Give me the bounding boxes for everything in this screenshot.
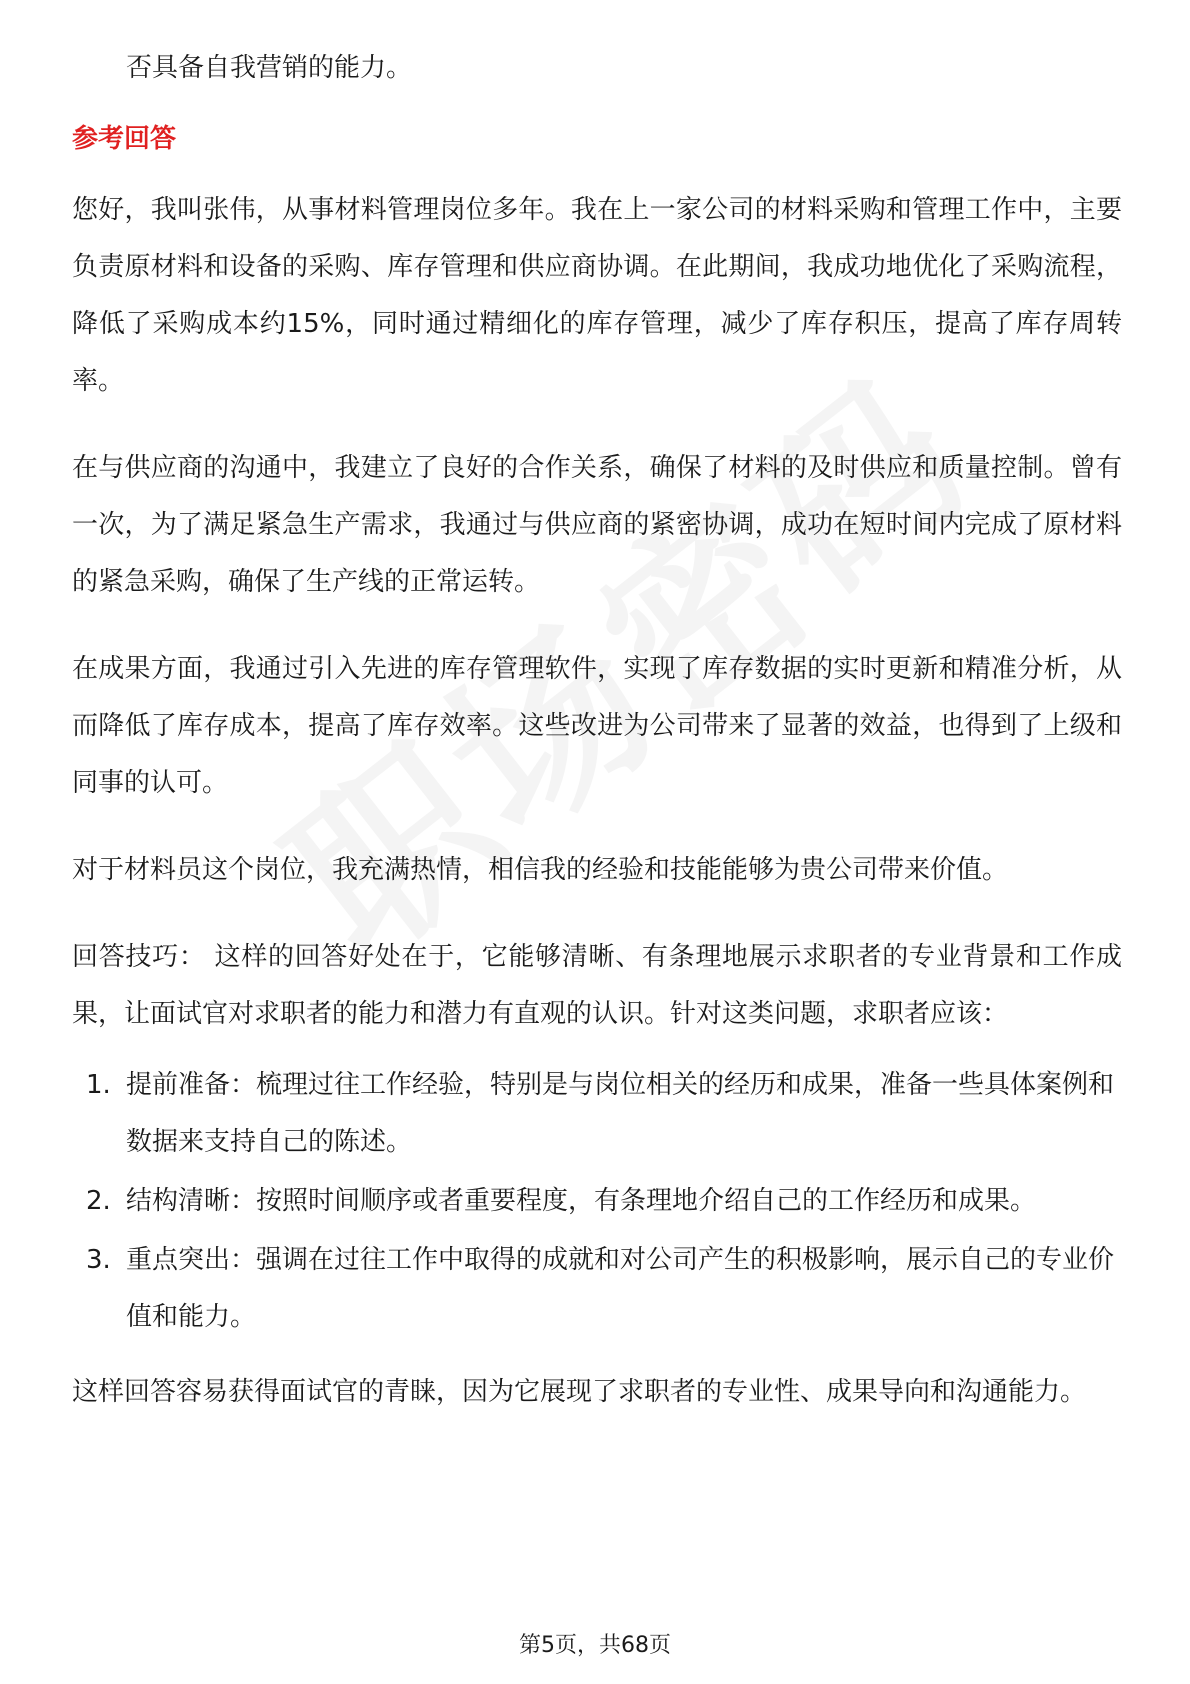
list-item-number: 2.: [86, 1186, 111, 1216]
answer-paragraph-3: 在成果方面，我通过引入先进的库存管理软件，实现了库存数据的实时更新和精准分析，从而降低了库存成本，提高了库存效率。这些改进为公司带来了显著的效益，也得到了上级和同事的认可。: [72, 654, 1122, 798]
page-content: [72, 40, 1122, 1451]
list-item: [72, 1057, 1122, 1171]
answer-paragraph-1: 您好，我叫张伟，从事材料管理岗位多年。我在上一家公司的材料采购和管理工作中，主要负责原材料和设备的采购、库存管理和供应商协调。在此期间，我成功地优化了采购流程，降低了采购成本约15%，同时通过精细化的库存管理，减少了库存积压，提高了库存周转率。: [72, 195, 1122, 396]
answer-paragraph-2: 在与供应商的沟通中，我建立了良好的合作关系，确保了材料的及时供应和质量控制。曾有一次，为了满足紧急生产需求，我通过与供应商的紧密协调，成功在短时间内完成了原材料的紧急采购，确保了生产线的正常运转。: [72, 453, 1122, 597]
answer-tips-paragraph: 回答技巧： 这样的回答好处在于，它能够清晰、有条理地展示求职者的专业背景和工作成果，让面试官对求职者的能力和潜力有直观的认识。针对这类问题，求职者应该：: [72, 942, 1122, 1029]
intro-tail-text: 否具备自我营销的能力。: [126, 53, 413, 83]
closing-paragraph: 这样回答容易获得面试官的青睐，因为它展现了求职者的专业性、成果导向和沟通能力。: [72, 1377, 1087, 1407]
list-item-text: 提前准备：梳理过往工作经验，特别是与岗位相关的经历和成果，准备一些具体案例和数据来支持自己的陈述。: [126, 1070, 1115, 1157]
reference-answer-heading: 参考回答: [72, 124, 177, 154]
list-item-number: 3.: [86, 1245, 111, 1275]
list-item-text: 重点突出：强调在过往工作中取得的成就和对公司产生的积极影响，展示自己的专业价值和能力。: [126, 1245, 1115, 1332]
list-item-number: 1.: [86, 1070, 111, 1100]
page-number-footer: 第5页，共68页: [519, 1633, 671, 1658]
list-item: [72, 1173, 1122, 1230]
answer-paragraph-4: 对于材料员这个岗位，我充满热情，相信我的经验和技能能够为贵公司带来价值。: [72, 855, 1009, 885]
tips-list: [72, 1057, 1122, 1346]
list-item-text: 结构清晰：按照时间顺序或者重要程度，有条理地介绍自己的工作经历和成果。: [126, 1186, 1037, 1216]
list-item: [72, 1232, 1122, 1346]
